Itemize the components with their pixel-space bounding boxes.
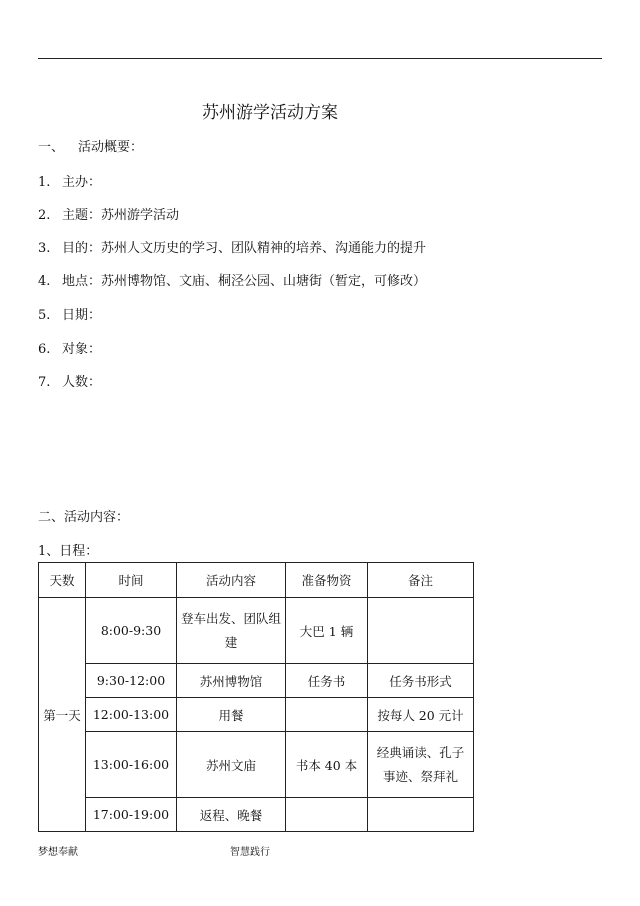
header-rule bbox=[38, 58, 602, 59]
activity-cell: 用餐 bbox=[177, 698, 286, 732]
notes-cell bbox=[368, 798, 474, 832]
notes-cell bbox=[368, 598, 474, 664]
day-cell: 第一天 bbox=[39, 598, 86, 832]
table-row bbox=[39, 698, 474, 732]
item-text: 日期： bbox=[62, 308, 102, 323]
item-text: 地点：苏州博物馆、文庙、桐泾公园、山塘街（暂定，可修改） bbox=[62, 274, 427, 289]
item-text: 人数： bbox=[62, 375, 102, 390]
column-header: 准备物资 bbox=[286, 563, 368, 598]
table-row bbox=[39, 598, 474, 664]
item-number: 5. bbox=[38, 308, 51, 323]
item-text: 主办： bbox=[62, 175, 102, 190]
item-number: 3. bbox=[38, 241, 51, 256]
time-cell: 9:30-12:00 bbox=[86, 664, 177, 698]
item-text: 主题：苏州游学活动 bbox=[62, 208, 180, 223]
item-number: 6. bbox=[38, 342, 51, 357]
notes-cell: 任务书形式 bbox=[368, 664, 474, 698]
time-cell: 8:00-9:30 bbox=[86, 598, 177, 664]
table-row bbox=[39, 798, 474, 832]
notes-cell: 经典诵读、孔子事迹、祭拜礼 bbox=[368, 732, 474, 798]
table-row bbox=[39, 664, 474, 698]
section-heading-overview bbox=[38, 136, 143, 155]
overview-item bbox=[38, 237, 426, 256]
column-header: 备注 bbox=[368, 563, 474, 598]
item-number: 2. bbox=[38, 208, 51, 223]
overview-item bbox=[38, 270, 426, 289]
supplies-cell: 书本 40 本 bbox=[286, 732, 368, 798]
item-text: 对象： bbox=[62, 342, 102, 357]
overview-item bbox=[38, 204, 179, 223]
footer-left-text: 梦想奉献 bbox=[38, 847, 78, 858]
activity-cell: 返程、晚餐 bbox=[177, 798, 286, 832]
item-number: 4. bbox=[38, 274, 51, 289]
time-cell: 17:00-19:00 bbox=[86, 798, 177, 832]
table-header-row bbox=[39, 563, 474, 598]
time-cell: 13:00-16:00 bbox=[86, 732, 177, 798]
schedule-table bbox=[38, 562, 474, 832]
overview-item bbox=[38, 304, 101, 323]
footer-center-text: 智慧践行 bbox=[230, 847, 270, 858]
overview-item bbox=[38, 171, 101, 190]
item-number: 7. bbox=[38, 375, 51, 390]
section-label: 活动概要： bbox=[78, 140, 144, 155]
table-row bbox=[39, 732, 474, 798]
activity-cell: 苏州博物馆 bbox=[177, 664, 286, 698]
column-header: 天数 bbox=[39, 563, 86, 598]
supplies-cell bbox=[286, 698, 368, 732]
overview-item bbox=[38, 338, 101, 357]
document-title: 苏州游学活动方案 bbox=[202, 103, 338, 123]
activity-cell: 苏州文庙 bbox=[177, 732, 286, 798]
time-cell: 12:00-13:00 bbox=[86, 698, 177, 732]
activity-cell: 登车出发、团队组建 bbox=[177, 598, 286, 664]
item-number: 1. bbox=[38, 175, 51, 190]
column-header: 活动内容 bbox=[177, 563, 286, 598]
supplies-cell bbox=[286, 798, 368, 832]
notes-cell: 按每人 20 元计 bbox=[368, 698, 474, 732]
section-heading-content: 二、活动内容： bbox=[38, 510, 130, 525]
column-header: 时间 bbox=[86, 563, 177, 598]
supplies-cell: 大巴 1 辆 bbox=[286, 598, 368, 664]
schedule-heading: 1、日程： bbox=[38, 544, 99, 559]
overview-item bbox=[38, 371, 101, 390]
supplies-cell: 任务书 bbox=[286, 664, 368, 698]
section-number: 一、 bbox=[38, 140, 65, 155]
item-text: 目的：苏州人文历史的学习、团队精神的培养、沟通能力的提升 bbox=[62, 241, 427, 256]
